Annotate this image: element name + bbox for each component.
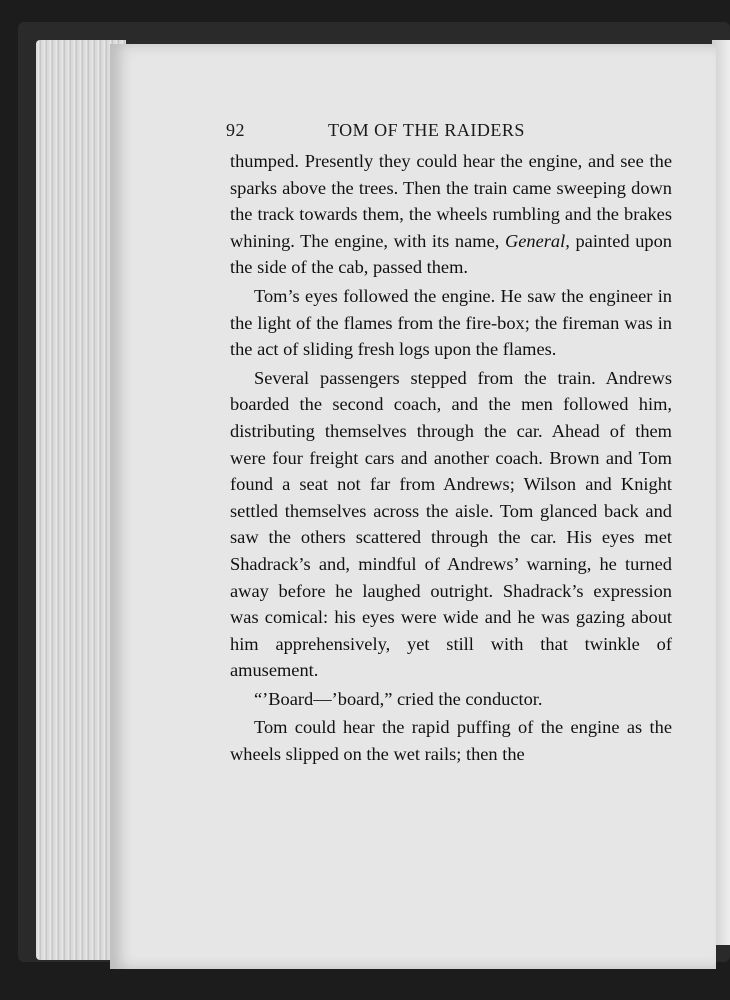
- text-segment: Tom’s eyes followed the engine. He saw the engineer in the light of the flames from the fire-box; the fireman was in the act of sliding fresh logs upon the flames.: [230, 285, 672, 360]
- paragraph: [230, 686, 672, 713]
- text-segment: “’Board—’board,” cried the conductor.: [254, 688, 543, 709]
- page-header: [226, 120, 676, 144]
- text-segment: Tom could hear the rapid puffing of the engine as the wheels slipped on the wet rails; then the: [230, 717, 672, 765]
- paragraph: [230, 283, 672, 363]
- running-title: TOM OF THE RAIDERS: [328, 120, 525, 140]
- paragraph: [230, 365, 672, 684]
- text-segment: Several passengers stepped from the train. Andrews boarded the second coach, and the men followed him, distributing themselves through the car. Ahead of them were four freight cars and another coach. Brown and Tom found a seat not far from Andrews; Wilson and Knight settled themselves across the aisle. Tom glanced back and saw the others scattered through the car. His eyes met Shadrack’s and, mindful of Andrews’ warning, he turned away before he laughed outright. Shadrack’s expression was comical: his eyes were wide and he was gazing about him apprehensively, yet still with that twinkle of amusement.: [230, 367, 672, 681]
- text-segment: painted upon the side of the cab, passed them.: [230, 230, 672, 278]
- italic-text: General,: [504, 230, 570, 251]
- page-number: 92: [226, 120, 245, 140]
- paragraph: [230, 148, 672, 281]
- body-text: [230, 148, 672, 768]
- text-segment: thumped. Presently they could hear the engine, and see the sparks above the trees. Then the train came sweeping down the track towards them, the wheels rumbling and the brakes whining. The engine, with its name,: [230, 151, 672, 251]
- paragraph: [230, 714, 672, 767]
